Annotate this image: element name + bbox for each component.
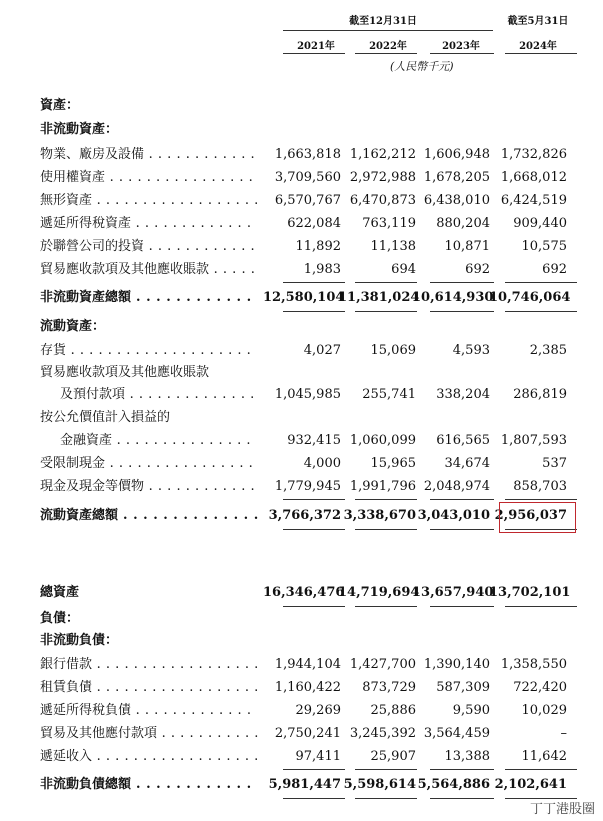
value-2021: 1,779,945 [274,479,341,494]
non-current-assets-total-row [0,287,603,309]
value-2022: 1,427,700 [349,657,416,672]
value-2021: 29,269 [295,703,341,718]
value-2024: 2,956,037 [494,508,567,523]
table-row [0,723,603,745]
value-2023: 1,390,140 [423,657,490,672]
value-2022: 1,991,796 [349,479,416,494]
value-2024: 692 [542,262,567,277]
row-label: 貿易應收款項及其他應收賬款 . . . [40,259,260,281]
value-2021: 1,983 [303,262,341,277]
non-current-liabilities-total-row [0,774,603,796]
value-2023: 2,048,974 [423,479,490,494]
value-2023: 3,564,459 [423,726,490,741]
value-2021: 3,766,372 [268,508,341,523]
table-row [0,190,603,212]
table-row [0,430,603,452]
value-2024: 13,702,101 [489,585,571,600]
table-row [0,213,603,235]
value-2022: 11,138 [370,239,416,254]
value-2022: 6,470,873 [349,193,416,208]
value-2021: 1,663,818 [274,147,341,162]
value-2023: 692 [465,262,490,277]
value-2022: 14,719,694 [338,585,420,600]
table-row-label-line [0,362,603,384]
period-header-december: 截至12月31日 [349,16,417,27]
value-2023: 13,388 [444,749,490,764]
table-row [0,167,603,189]
value-2021: 1,160,422 [274,680,341,695]
value-2022: 694 [391,262,416,277]
value-2024: 6,424,519 [500,193,567,208]
value-2022: 763,119 [362,216,416,231]
value-2024: 10,029 [521,703,567,718]
highlight-box [499,502,576,533]
row-label-continued: 及預付款項 . . . [60,384,260,406]
value-2021: 6,570,767 [274,193,341,208]
value-2024: 858,703 [513,479,567,494]
value-2023: 10,871 [444,239,490,254]
value-2022: 873,729 [362,680,416,695]
value-2023: 5,564,886 [417,777,490,792]
current-assets-heading: 流動資產： [40,319,106,334]
row-label: 使用權資產 . . . [40,167,260,189]
row-label: 貿易及其他應付款項 . . . [40,723,260,745]
table-row [0,259,603,281]
value-2021: 11,892 [295,239,341,254]
value-2021: 622,084 [287,216,341,231]
table-row [0,700,603,722]
value-2024: 10,575 [521,239,567,254]
value-2024: 1,732,826 [500,147,567,162]
value-2021: 16,346,476 [263,585,345,600]
table-row [0,144,603,166]
value-2024: 11,642 [521,749,567,764]
row-label: 無形資產 . . . [40,190,260,212]
value-2021: 1,944,104 [274,657,341,672]
value-2022: 11,381,024 [338,290,420,305]
value-2023: 9,590 [452,703,490,718]
liabilities-heading: 負債： [40,611,80,626]
value-2022: 25,886 [370,703,416,718]
value-2023: 13,657,940 [412,585,494,600]
value-2021: 932,415 [287,433,341,448]
year-2023: 2023年 [442,41,480,52]
row-label: 現金及現金等價物 . . . [40,476,260,498]
period-header-may: 截至5月31日 [507,16,569,27]
table-row-label-line [0,407,603,429]
value-2023: 880,204 [436,216,490,231]
value-2023: 1,606,948 [423,147,490,162]
year-2022: 2022年 [369,41,407,52]
row-label: 存貨 . . . [40,340,260,362]
value-2021: 4,000 [303,456,341,471]
value-2022: 2,972,988 [349,170,416,185]
value-2024: 10,746,064 [489,290,571,305]
value-2024: 1,358,550 [500,657,567,672]
value-2023: 34,674 [444,456,490,471]
value-2024: 1,668,012 [500,170,567,185]
value-2022: 3,245,392 [349,726,416,741]
value-2024: 2,385 [529,343,567,358]
value-2023: 587,309 [436,680,490,695]
value-2021: 3,709,560 [274,170,341,185]
row-label: 物業、廠房及設備 . . . [40,144,260,166]
assets-heading: 資產： [40,98,80,113]
value-2022: 3,338,670 [343,508,416,523]
row-label: 遞延收入 . . . [40,746,260,768]
value-2022: 25,907 [370,749,416,764]
row-label: 於聯營公司的投資 . . . [40,236,260,258]
value-2024: 1,807,593 [500,433,567,448]
unit-note: (人民幣千元) [390,60,454,73]
value-2021: 1,045,985 [274,387,341,402]
table-row [0,236,603,258]
value-2023: 3,043,010 [417,508,490,523]
value-2022: 1,162,212 [349,147,416,162]
row-label: 貿易應收款項及其他應收賬款 [40,365,210,380]
value-2022: 15,069 [370,343,416,358]
value-2021: 97,411 [295,749,341,764]
value-2023: 338,204 [436,387,490,402]
value-2023: 4,593 [452,343,490,358]
row-label: 非流動負債總額 . . . [40,774,260,796]
row-label: 受限制現金 . . . [40,453,260,475]
row-label: 按公允價值計入損益的 [40,410,171,425]
table-row [0,453,603,475]
value-2023: 1,678,205 [423,170,490,185]
row-label: 流動資產總額 . . . [40,505,260,527]
year-2024: 2024年 [519,41,557,52]
value-2024: 909,440 [513,216,567,231]
year-2021: 2021年 [297,41,335,52]
row-label: 總資產 [40,585,80,600]
value-2022: 255,741 [362,387,416,402]
row-label: 銀行借款 . . . [40,654,260,676]
non-current-liabilities-heading: 非流動負債： [40,633,119,648]
table-row [0,746,603,768]
table-row [0,654,603,676]
value-2021: 12,580,104 [263,290,345,305]
row-label-continued: 金融資產 . . . [60,430,260,452]
value-2023: 6,438,010 [423,193,490,208]
row-label: 遞延所得稅資產 . . . [40,213,260,235]
table-row [0,384,603,406]
table-row [0,476,603,498]
value-2021: 2,750,241 [274,726,341,741]
value-2021: 5,981,447 [268,777,341,792]
value-2024: 722,420 [513,680,567,695]
watermark: 丁丁港股圈 [529,802,595,817]
value-2021: 4,027 [303,343,341,358]
non-current-assets-heading: 非流動資產： [40,122,119,137]
table-row [0,677,603,699]
value-2024: 2,102,641 [494,777,567,792]
value-2022: 5,598,614 [343,777,416,792]
value-2024: 537 [542,456,567,471]
value-2024: 286,819 [513,387,567,402]
total-assets-row [0,582,603,604]
value-2024: – [560,726,567,741]
row-label: 租賃負債 . . . [40,677,260,699]
row-label: 非流動資產總額 . . . [40,287,260,309]
row-label: 遞延所得稅負債 . . . [40,700,260,722]
value-2022: 1,060,099 [349,433,416,448]
value-2023: 616,565 [436,433,490,448]
value-2022: 15,965 [370,456,416,471]
value-2023: 10,614,930 [412,290,494,305]
table-row [0,340,603,362]
